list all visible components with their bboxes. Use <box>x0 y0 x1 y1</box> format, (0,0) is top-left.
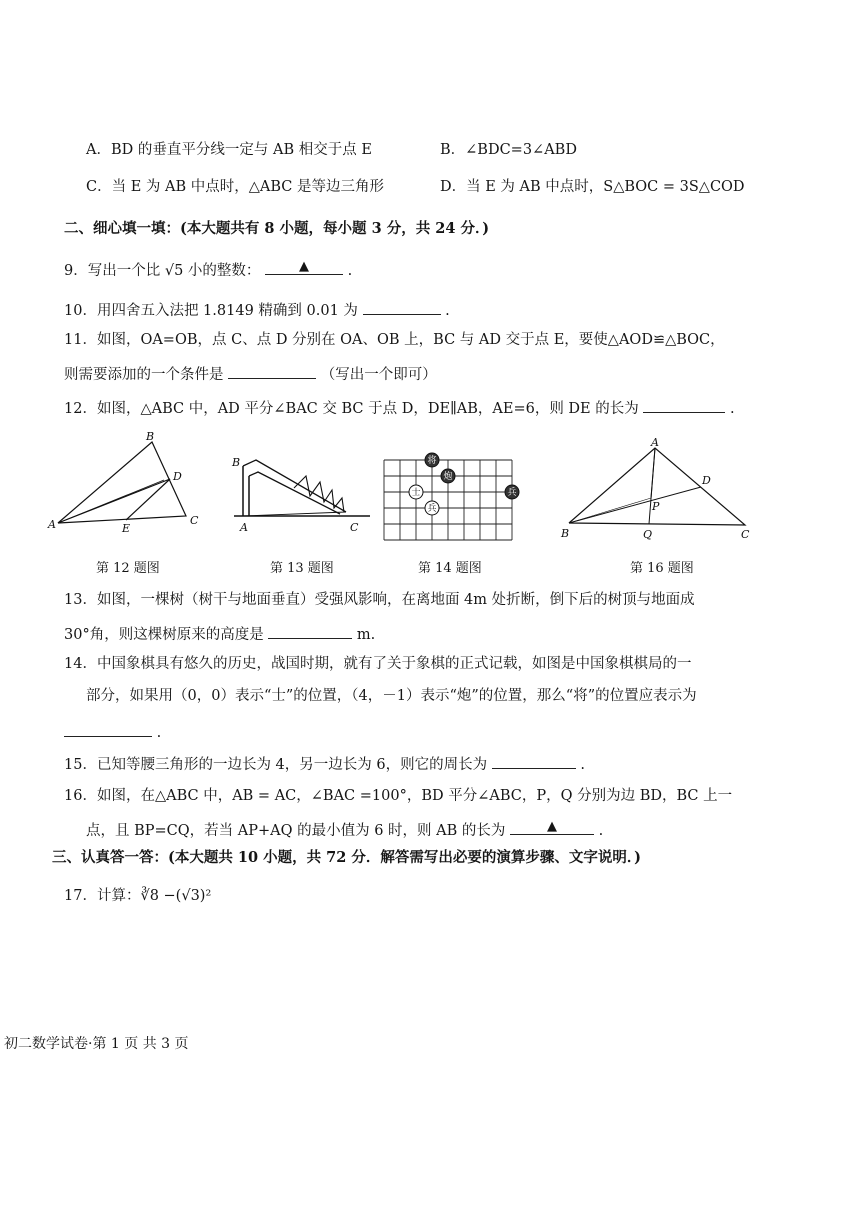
question-11-line2 <box>64 362 437 385</box>
option-b: B．∠BDC=3∠ABD <box>440 142 577 158</box>
question-14-line1: 14．中国象棋具有悠久的历史，战国时期，就有了关于象棋的正式记载，如图是中国象棋棋局的一 <box>64 656 692 672</box>
answer-blank-10[interactable] <box>363 298 441 315</box>
fig16-label: D <box>702 474 711 487</box>
question-15-end: . <box>580 757 585 773</box>
question-12-text: 12．如图，△ABC 中，AD 平分∠BAC 交 BC 于点 D，DE∥AB，AE=6，则 DE 的长为 <box>64 401 639 417</box>
chess-piece <box>409 485 423 499</box>
question-16-line1: 16．如图，在△ABC 中，AB = AC，∠BAC =100°，BD 平分∠ABC，P，Q 分别为边 BD，BC 上一 <box>64 788 733 804</box>
svg-text:士: 士 <box>411 488 421 498</box>
fig16-label: C <box>741 528 750 541</box>
option-c: C．当 E 为 AB 中点时，△ABC 是等边三角形 <box>86 179 384 195</box>
question-10-end: . <box>445 303 450 319</box>
answer-blank-15[interactable] <box>492 752 576 769</box>
option-a: A．BD 的垂直平分线一定与 AB 相交于点 E <box>86 142 372 158</box>
answer-blank-16[interactable] <box>510 818 594 835</box>
question-16-line2 <box>86 818 603 841</box>
option-d: D．当 E 为 AB 中点时，S△BOC = 3S△COD <box>440 179 745 195</box>
page-footer: 初二数学试卷·第 1 页 共 3 页 <box>4 1036 189 1052</box>
question-9 <box>64 258 352 281</box>
chess-piece <box>441 469 455 483</box>
section-2-header: 二、细心填一填：(本大题共有 8 小题，每小题 3 分，共 24 分．) <box>64 220 490 237</box>
fig13-label: A <box>240 521 248 534</box>
question-11-text: 则需要添加的一个条件是 <box>64 367 224 383</box>
question-12 <box>64 396 735 419</box>
figure-14-caption: 第 14 题图 <box>418 561 482 576</box>
question-16-text: 点，且 BP=CQ，若当 AP+AQ 的最小值为 6 时，则 AB 的长为 <box>86 823 506 839</box>
section-3-header: 三、认真答一答：(本大题共 10 小题，共 72 分．解答需写出必要的演算步骤、文字说明．) <box>52 849 642 866</box>
question-16-end: . <box>598 823 604 839</box>
blank-triangle-icon: ▲ <box>299 259 310 274</box>
fig12-label: C <box>190 514 199 527</box>
figure-13-diagram <box>228 446 374 538</box>
fig13-label: C <box>350 521 359 534</box>
question-11-line1: 11．如图，OA=OB，点 C、点 D 分别在 OA、OB 上，BC 与 AD 交于点 E，要使△AOD≌△BOC， <box>64 332 725 348</box>
question-9-text: 9．写出一个比 √5 小的整数： <box>64 263 261 279</box>
figure-16-caption: 第 16 题图 <box>630 561 694 576</box>
question-13-unit: m. <box>356 627 376 643</box>
chess-piece <box>505 485 519 499</box>
answer-blank-13[interactable] <box>268 622 352 639</box>
answer-blank-12[interactable] <box>643 396 725 413</box>
question-15-text: 15．已知等腰三角形的一边长为 4，另一边长为 6，则它的周长为 <box>64 757 488 773</box>
question-13-line1: 13．如图，一棵树（树干与地面垂直）受强风影响，在离地面 4m 处折断，倒下后的树顶与地面成 <box>64 592 695 608</box>
svg-text:兵: 兵 <box>427 504 437 514</box>
question-13-text: 30°角，则这棵树原来的高度是 <box>64 627 264 643</box>
fig16-label: P <box>652 500 660 513</box>
question-15 <box>64 752 585 775</box>
question-10-text: 10．用四舍五入法把 1.8149 精确到 0.01 为 <box>64 303 358 319</box>
fig16-label: A <box>651 436 659 449</box>
question-17: 17．计算：∛8 −(√3)² <box>64 888 212 904</box>
svg-text:炮: 炮 <box>443 472 453 482</box>
svg-text:将: 将 <box>427 456 437 466</box>
answer-blank-9[interactable] <box>265 258 343 275</box>
question-13-line2 <box>64 622 375 645</box>
figure-12-caption: 第 12 题图 <box>96 561 160 576</box>
figure-12-diagram <box>46 428 206 538</box>
svg-text:兵: 兵 <box>507 488 517 498</box>
answer-blank-14[interactable] <box>64 720 152 737</box>
fig16-label: Q <box>643 528 653 541</box>
chess-piece <box>425 453 439 467</box>
question-9-end: . <box>347 263 353 279</box>
fig12-label: E <box>122 522 131 535</box>
question-14-line2: 部分，如果用（0，0）表示“士”的位置，（4，－1）表示“炮”的位置，那么“将”的位置应表示为 <box>86 688 697 704</box>
fig12-label: B <box>146 430 155 443</box>
question-12-end: . <box>729 401 735 417</box>
question-10 <box>64 298 450 321</box>
question-11-end: （写出一个即可） <box>320 367 437 383</box>
fig12-label: D <box>173 470 182 483</box>
fig12-label: A <box>48 518 56 531</box>
figure-13-caption: 第 13 题图 <box>270 561 334 576</box>
figure-14-chessboard <box>378 452 528 546</box>
fig13-label: B <box>232 456 241 469</box>
blank-triangle-icon: ▲ <box>547 819 558 834</box>
question-14-answer <box>64 720 161 743</box>
answer-blank-11[interactable] <box>228 362 316 379</box>
fig16-label: B <box>561 527 570 540</box>
chess-piece <box>425 501 439 515</box>
figure-16-diagram <box>555 432 755 542</box>
question-14-end: . <box>156 725 162 741</box>
